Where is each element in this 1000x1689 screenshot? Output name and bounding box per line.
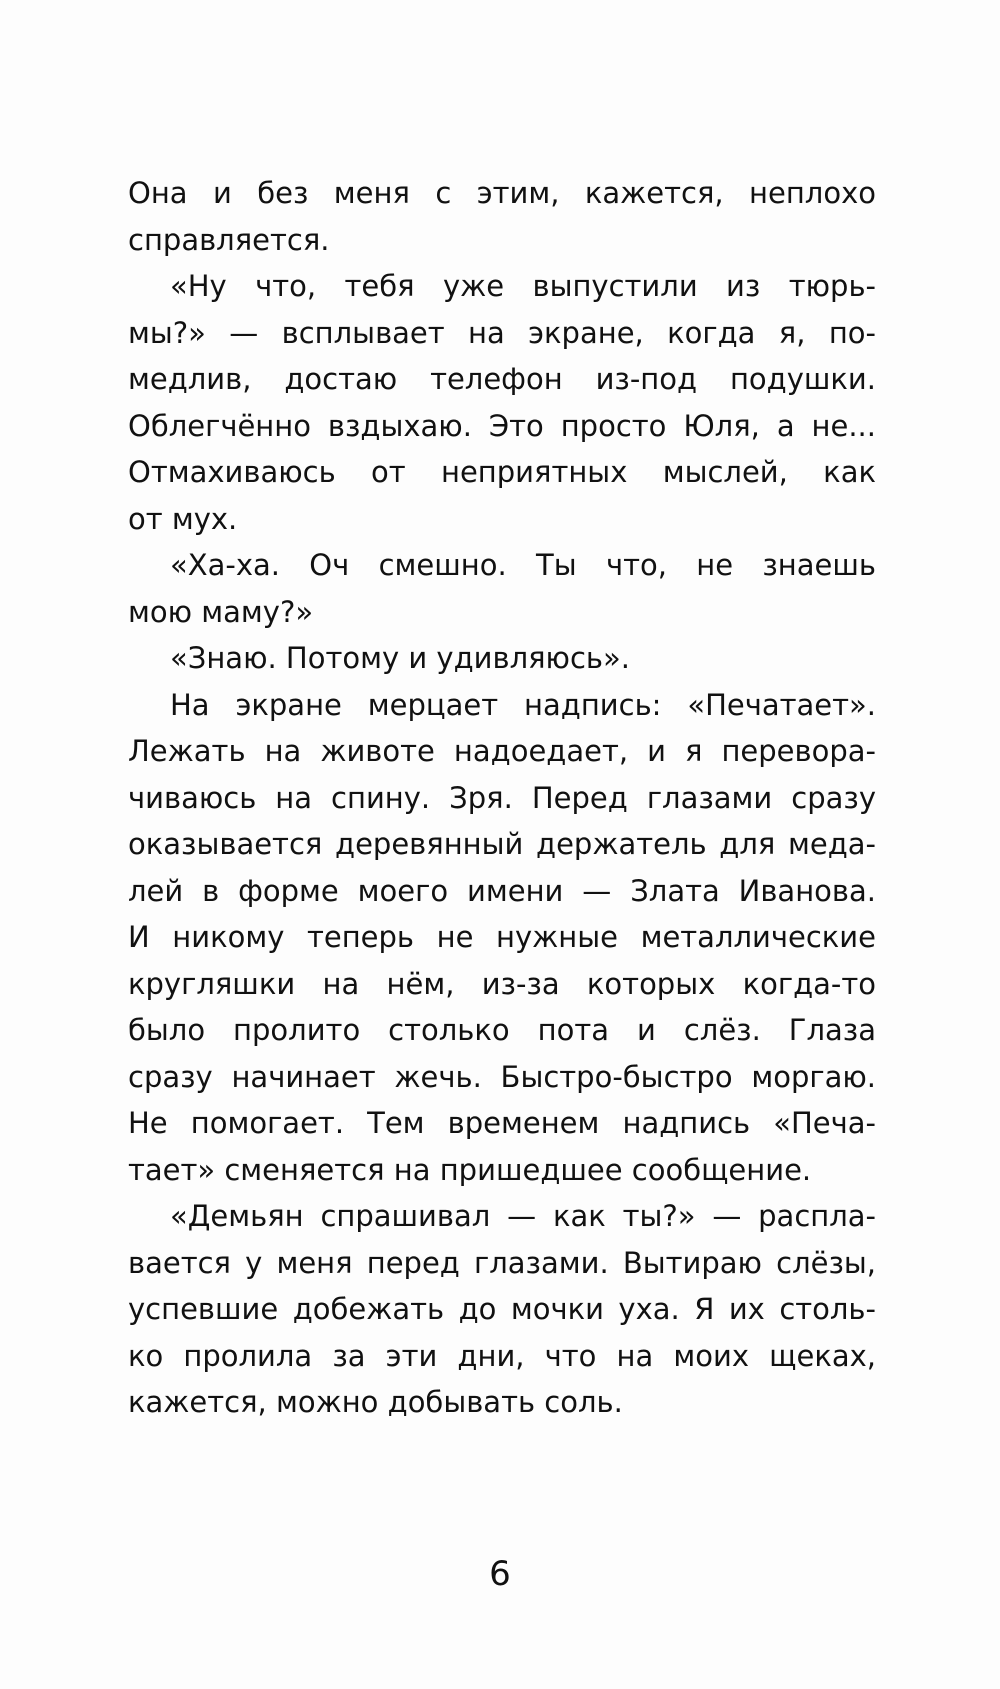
text-line: кажется, можно добывать соль. [128,1385,623,1419]
text-line: «Ну что, тебя уже выпустили из тюрь- [170,269,876,303]
text-line: чиваюсь на спину. Зря. Перед глазами сразу [128,780,876,815]
text-line: На экране мерцает надпись: «Печатает». [170,687,876,722]
text-line: «Знаю. Потому и удивляюсь». [170,641,630,675]
text-line: Она и без меня с этим, кажется, неплохо [128,176,876,210]
text-line: ко пролила за эти дни, что на моих щеках, [128,1338,876,1373]
text-line: было пролито столько пота и слёз. Глаза [128,1013,876,1047]
text-line: успевшие добежать до мочки уха. Я их столь- [128,1292,876,1326]
text-line: вается у меня перед глазами. Вытираю слёзы, [128,1245,876,1280]
text-line: И никому теперь не нужные металлические [128,920,876,954]
text-line: Не помогает. Тем временем надпись «Печа- [128,1106,876,1140]
text-line: тает» сменяется на пришедшее сообщение. [128,1152,812,1187]
text-line: мою маму?» [128,594,314,629]
text-line: оказывается деревянный держатель для меда- [128,827,876,861]
text-line: лей в форме моего имени — Злата Иванова. [128,873,876,908]
text-line: мы?» — всплывает на экране, когда я, по- [128,315,876,350]
text-line: Облегчённо вздыхаю. Это просто Юля, а не... [128,408,876,443]
page-number: 6 [489,1554,511,1594]
text-line: медлив, достаю телефон из-под подушки. [128,362,876,396]
text-line: «Ха-ха. Оч смешно. Ты что, не знаешь [170,548,876,582]
text-line: «Демьян спрашивал — как ты?» — распла- [170,1199,876,1233]
text-line: справляется. [128,222,330,257]
page-body-text [128,170,876,1426]
text-line: сразу начинает жечь. Быстро-быстро моргаю. [128,1059,876,1094]
text-line: от мух. [128,501,238,536]
text-line: Лежать на животе надоедает, и я перевора- [128,734,876,768]
text-line: Отмахиваюсь от неприятных мыслей, как [128,455,876,489]
text-line: кругляшки на нём, из-за которых когда-то [128,966,876,1001]
